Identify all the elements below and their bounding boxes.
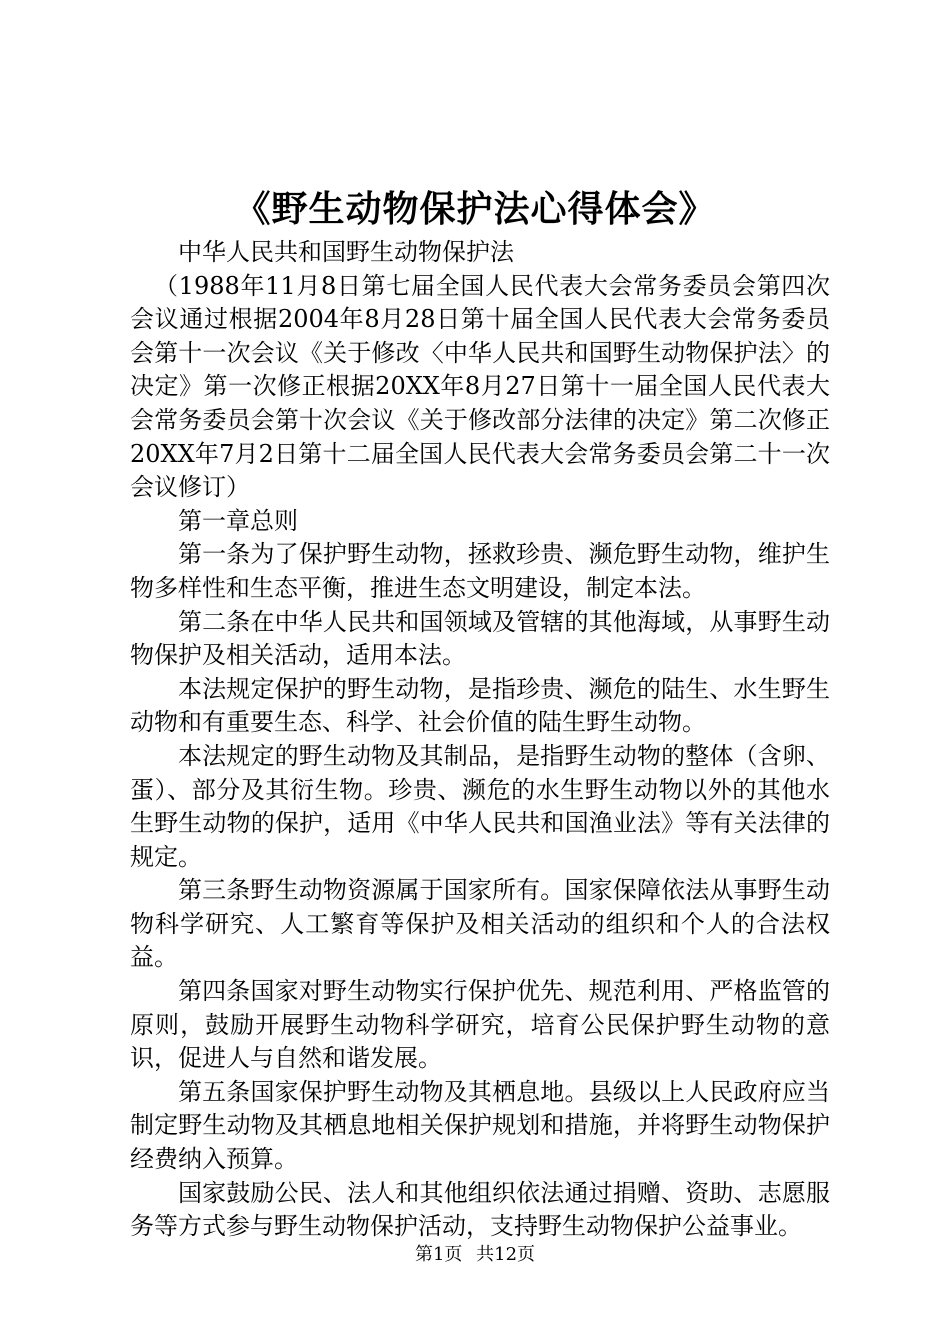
document-body	[130, 236, 830, 1244]
page-number: 第1页	[414, 1244, 463, 1265]
article-paragraph: 第五条国家保护野生动物及其栖息地。县级以上人民政府应当制定野生动物及其栖息地相关保护规划和措施，并将野生动物保护经费纳入预算。	[130, 1077, 830, 1174]
article-paragraph: 本法规定的野生动物及其制品，是指野生动物的整体（含卵、蛋）、部分及其衍生物。珍贵、濒危的水生野生动物以外的其他水生野生动物的保护，适用《中华人民共和国渔业法》等有关法律的规定。	[130, 741, 830, 871]
article-paragraph: 本法规定保护的野生动物，是指珍贵、濒危的陆生、水生野生动物和有重要生态、科学、社会价值的陆生野生动物。	[130, 674, 830, 737]
amendment-history-paragraph: （1988年11月8日第七届全国人民代表大会常务委员会第四次会议通过根据2004年8月28日第十届全国人民代表大会常务委员会第十一次会议《关于修改〈中华人民共和国野生动物保护法〉的决定》第一次修正根据20XX年8月27日第十一届全国人民代表大会常务委员会第十次会议《关于修改部分法律的决定》第二次修正20XX年7月2日第十二届全国人民代表大会常务委员会第二十一次会议修订）	[130, 271, 830, 502]
chapter-heading: 第一章总则	[178, 506, 298, 535]
page-total: 共12页	[476, 1244, 536, 1265]
document-title: 《野生动物保护法心得体会》	[234, 188, 716, 230]
article-paragraph: 第四条国家对野生动物实行保护优先、规范利用、严格监管的原则，鼓励开展野生动物科学研究，培育公民保护野生动物的意识，促进人与自然和谐发展。	[130, 977, 830, 1073]
article-paragraph: 国家鼓励公民、法人和其他组织依法通过捐赠、资助、志愿服务等方式参与野生动物保护活动，支持野生动物保护公益事业。	[130, 1178, 830, 1241]
article-paragraph: 第二条在中华人民共和国领域及管辖的其他海域，从事野生动物保护及相关活动，适用本法。	[130, 607, 830, 670]
law-name-paragraph: 中华人民共和国野生动物保护法	[178, 238, 514, 266]
page-footer	[0, 1242, 950, 1268]
article-paragraph: 第三条野生动物资源属于国家所有。国家保障依法从事野生动物科学研究、人工繁育等保护及相关活动的组织和个人的合法权益。	[130, 876, 830, 972]
article-paragraph: 第一条为了保护野生动物，拯救珍贵、濒危野生动物，维护生物多样性和生态平衡，推进生态文明建设，制定本法。	[130, 540, 830, 602]
